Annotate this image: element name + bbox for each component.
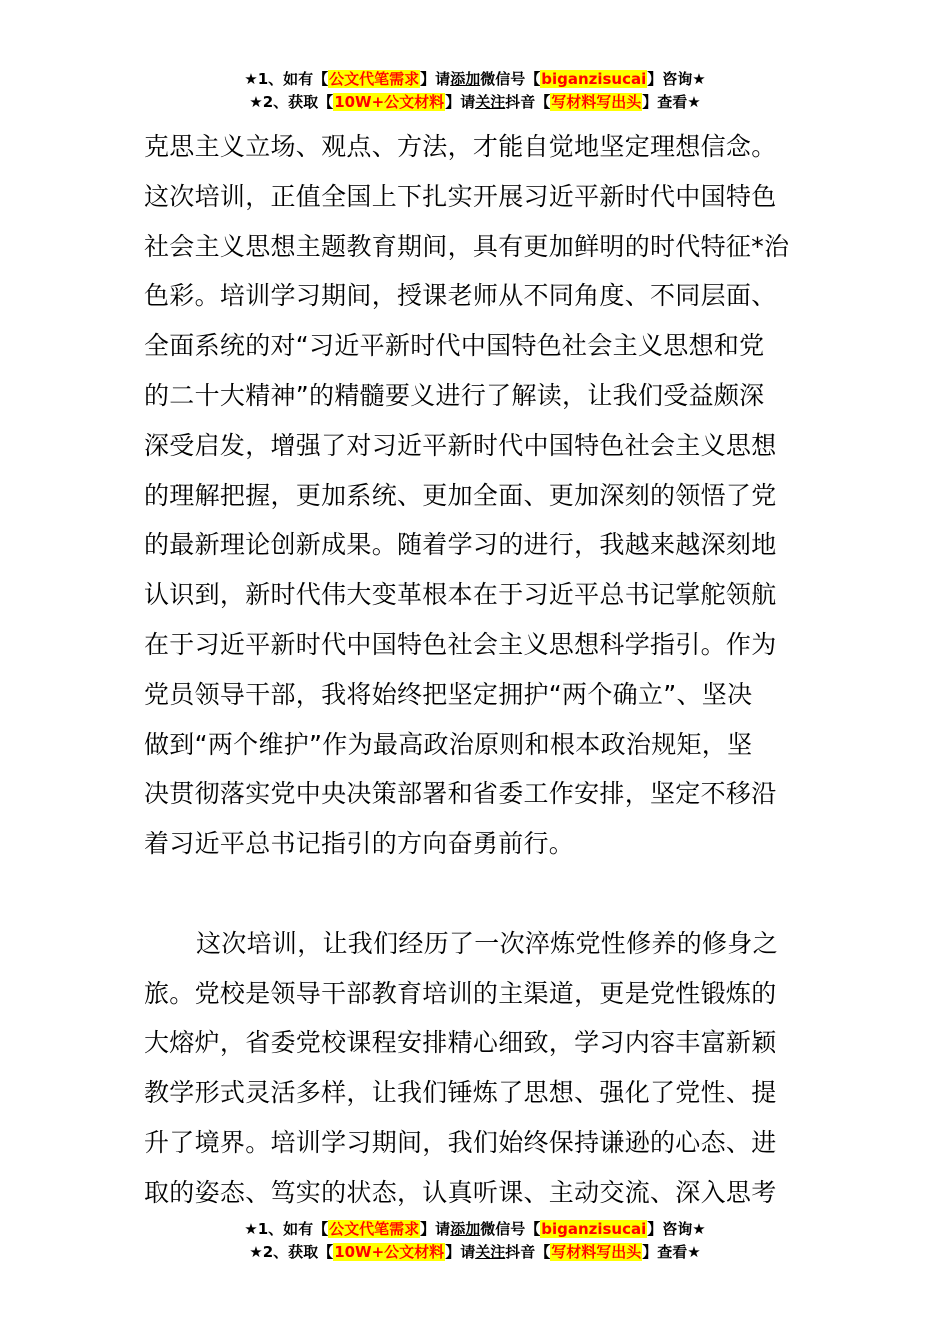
promo-text: 微信号【	[480, 70, 541, 88]
promo-text: 抖音【	[505, 93, 551, 111]
promo-text: 】查看★	[642, 1243, 701, 1261]
text-line: 社会主义思想主题教育期间，具有更加鲜明的时代特征*治	[144, 231, 790, 261]
text-line: 着习近平总书记指引的方向奋勇前行。	[144, 829, 575, 859]
promo-wechat-id: biganzisucai	[541, 1220, 647, 1238]
promo-douyin-id: 写材料写出头	[551, 93, 642, 111]
text-line: 升了境界。培训学习期间，我们始终保持谦逊的心态、进	[144, 1127, 777, 1157]
promo-text: ★1、如有【	[244, 1220, 329, 1238]
promo-underlined: 关注	[475, 1243, 506, 1261]
promo-highlight: 10W+公文材料	[334, 1243, 445, 1261]
text-line: 认识到，新时代伟大变革根本在于习近平总书记掌舵领航	[144, 580, 777, 610]
promo-text: 】请	[420, 70, 451, 88]
text-line: 克思主义立场、观点、方法，才能自觉地坚定理想信念。	[144, 132, 777, 161]
text-line: 的二十大精神”的精髓要义进行了解读，让我们受益颇深	[144, 380, 765, 410]
paragraph-spacer	[144, 869, 809, 919]
text-line: 旅。党校是领导干部教育培训的主渠道，更是党性锻炼的	[144, 978, 777, 1008]
promo-text: 】查看★	[642, 93, 701, 111]
promo-text: 抖音【	[505, 1243, 551, 1261]
promo-line-1	[0, 68, 950, 91]
promo-text: 】请	[445, 93, 476, 111]
text-line: 这次培训，让我们经历了一次淬炼党性修养的修身之	[196, 928, 778, 958]
text-line: 决贯彻落实党中央决策部署和省委工作安排，坚定不移沿	[144, 779, 777, 809]
text-line: 教学形式灵活多样，让我们锤炼了思想、强化了党性、提	[144, 1078, 777, 1108]
promo-text: 】请	[420, 1220, 451, 1238]
text-line: 色彩。培训学习期间，授课老师从不同角度、不同层面、	[144, 281, 777, 311]
promo-underlined: 添加	[450, 70, 481, 88]
promo-text: 】请	[445, 1243, 476, 1261]
text-line: 大熔炉，省委党校课程安排精心细致，学习内容丰富新颖	[144, 1028, 777, 1058]
promo-douyin-id: 写材料写出头	[551, 1243, 642, 1261]
text-line: 在于习近平新时代中国特色社会主义思想科学指引。作为	[144, 629, 777, 659]
text-line: 这次培训，正值全国上下扎实开展习近平新时代中国特色	[144, 181, 777, 211]
promo-line-2	[0, 1241, 950, 1264]
document-body	[144, 122, 809, 1218]
promo-underlined: 添加	[450, 1220, 481, 1238]
text-line: 取的姿态、笃实的状态，认真听课、主动交流、深入思考	[144, 1177, 777, 1207]
paragraph-2	[144, 919, 809, 1218]
text-line: 党员领导干部，我将始终把坚定拥护“两个确立”、坚决	[144, 679, 753, 709]
promo-line-2	[0, 91, 950, 114]
promo-highlight: 10W+公文材料	[334, 93, 445, 111]
text-line: 深受启发，增强了对习近平新时代中国特色社会主义思想	[144, 430, 777, 460]
text-line: 的理解把握，更加系统、更加全面、更加深刻的领悟了党	[144, 480, 777, 510]
promo-wechat-id: biganzisucai	[541, 70, 647, 88]
text-line: 做到“两个维护”作为最高政治原则和根本政治规矩，坚	[144, 729, 753, 759]
promo-text: 微信号【	[480, 1220, 541, 1238]
promo-underlined: 关注	[475, 93, 506, 111]
promo-text: ★1、如有【	[244, 70, 329, 88]
promo-text: 】咨询★	[647, 1220, 706, 1238]
promo-highlight: 公文代笔需求	[329, 1220, 420, 1238]
promo-line-1	[0, 1218, 950, 1241]
paragraph-1	[144, 122, 809, 869]
promo-highlight: 公文代笔需求	[329, 70, 420, 88]
text-line: 全面系统的对“习近平新时代中国特色社会主义思想和党	[144, 331, 765, 361]
promo-text: 】咨询★	[647, 70, 706, 88]
promo-text: ★2、获取【	[249, 93, 334, 111]
header-promo-banner	[0, 68, 950, 114]
footer-promo-banner	[0, 1218, 950, 1264]
promo-text: ★2、获取【	[249, 1243, 334, 1261]
text-line: 的最新理论创新成果。随着学习的进行，我越来越深刻地	[144, 530, 777, 560]
